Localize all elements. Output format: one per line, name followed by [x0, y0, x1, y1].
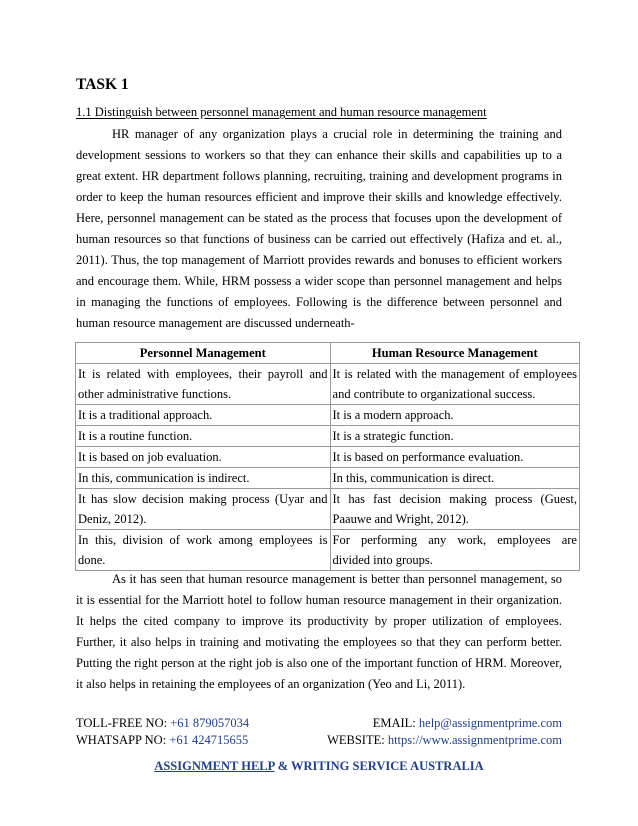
table-row — [76, 489, 580, 530]
table-row — [76, 426, 580, 447]
table-cell: It has slow decision making process (Uyar and Deniz, 2012). — [76, 489, 331, 530]
header-human-resource-management: Human Resource Management — [330, 343, 579, 364]
tollfree-number[interactable]: +61 879057034 — [170, 716, 250, 730]
assignment-help-link[interactable]: ASSIGNMENT HELP — [154, 759, 275, 773]
table-cell: It is related with employees, their payroll and other administrative functions. — [76, 364, 331, 405]
tollfree-label: TOLL-FREE NO: — [76, 716, 171, 730]
table-row — [76, 364, 580, 405]
table-cell: In this, communication is direct. — [330, 468, 579, 489]
email-info — [373, 715, 562, 732]
whatsapp-label: WHATSAPP NO: — [76, 733, 170, 747]
table-cell: For performing any work, employees are divided into groups. — [330, 530, 579, 571]
table-cell: It is a strategic function. — [330, 426, 579, 447]
table-cell: It is based on performance evaluation. — [330, 447, 579, 468]
brand-tagline: & WRITING SERVICE AUSTRALIA — [274, 759, 484, 773]
website-label: WEBSITE: — [327, 733, 388, 747]
footer-row-1 — [76, 715, 562, 732]
whatsapp-info — [76, 732, 248, 749]
footer-row-2 — [76, 732, 562, 749]
table-row — [76, 405, 580, 426]
table-cell: It is a modern approach. — [330, 405, 579, 426]
website-info — [327, 732, 562, 749]
email-label: EMAIL: — [372, 716, 419, 730]
whatsapp-number[interactable]: +61 424715655 — [169, 733, 249, 747]
table-row — [76, 468, 580, 489]
contact-footer — [76, 715, 562, 749]
brand-footer — [0, 759, 638, 774]
table-cell: It is a traditional approach. — [76, 405, 331, 426]
comparison-table — [75, 342, 580, 571]
intro-paragraph: HR manager of any organization plays a crucial role in determining the training and development sessions to workers so that they can enhance their skills and capabilities up to a great extent. HR department follows planning, recruiting, training and development programs in order to keep the human resources efficient and improve their skills and knowledge effectively. Here, personnel management can be stated as the process that focuses upon the development of human resources so that functions of business can be carried out effectively (Hafiza and et. al., 2011). Thus, the top management of Marriott provides rewards and bonuses to efficient workers and encourage them. While, HRM possess a wider scope than personnel management and helps in managing the functions of employees. Following is the difference between personnel and human resource management are discussed underneath- — [76, 127, 562, 330]
table-cell: In this, communication is indirect. — [76, 468, 331, 489]
website-link[interactable]: https://www.assignmentprime.com — [387, 733, 562, 747]
table-cell: It is based on job evaluation. — [76, 447, 331, 468]
table-cell: It has fast decision making process (Guest, Paauwe and Wright, 2012). — [330, 489, 579, 530]
table-header-row — [76, 343, 580, 364]
table-cell: In this, division of work among employees is done. — [76, 530, 331, 571]
table-row — [76, 447, 580, 468]
table-cell: It is related with the management of employees and contribute to organizational success. — [330, 364, 579, 405]
conclusion-paragraph: As it has seen that human resource management is better than personnel management, so it is essential for the Marriott hotel to follow human resource management in their organization. It helps the cited company to improve its productivity by proper utilization of employees. Further, it also helps in training and motivating the employees so that they can perform better. Putting the right person at the right job is also one of the important function of HRM. Moreover, it also helps in retaining the employees of an organization (Yeo and Li, 2011). — [76, 572, 562, 691]
table-cell: It is a routine function. — [76, 426, 331, 447]
email-link[interactable]: help@assignmentprime.com — [418, 716, 562, 730]
header-personnel-management: Personnel Management — [76, 343, 331, 364]
task-title: TASK 1 — [76, 76, 129, 93]
section-heading: 1.1 Distinguish between personnel management and human resource management — [76, 105, 487, 119]
table-row — [76, 530, 580, 571]
tollfree-info — [76, 715, 249, 732]
